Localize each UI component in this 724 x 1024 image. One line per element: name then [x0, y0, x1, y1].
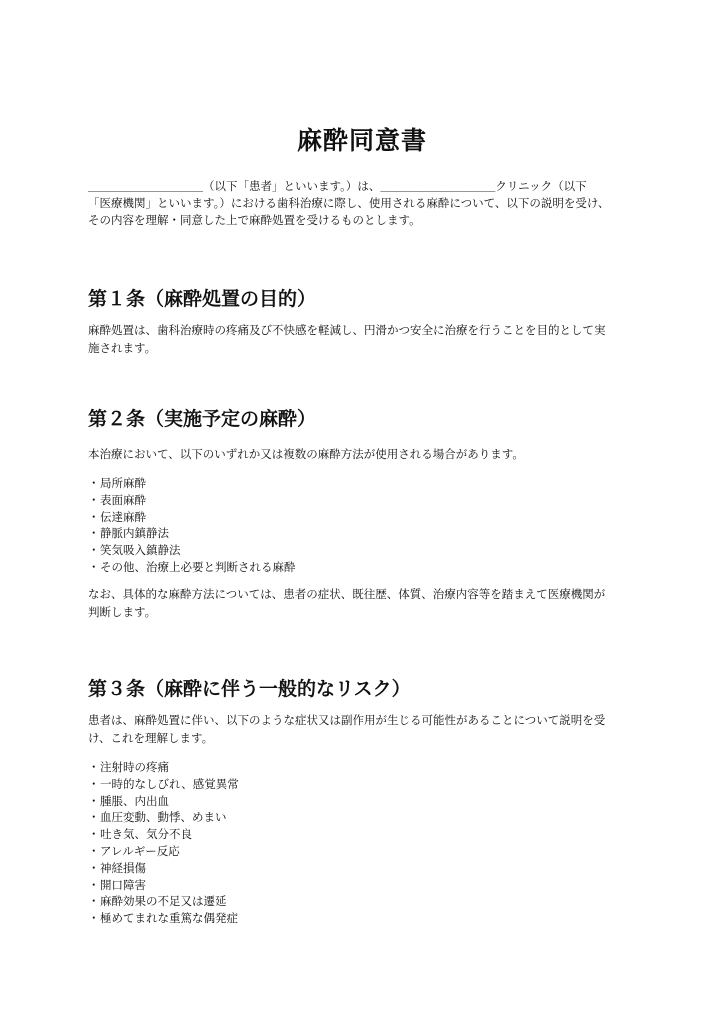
list-item-label: 注射時の疼痛 — [100, 760, 169, 774]
article-1-body — [88, 321, 648, 357]
bullet: ・ — [88, 860, 100, 875]
list-item-label: その他、治療上必要と判断される麻酔 — [100, 559, 296, 574]
article-3-body — [88, 711, 648, 747]
article-2-heading: 第２条（実施予定の麻酔） — [88, 408, 317, 430]
bullet: ・ — [88, 793, 100, 808]
intro-line: ＿＿＿＿＿＿＿＿＿＿（以下「患者」といいます。）は、＿＿＿＿＿＿＿＿＿＿クリニック（以下 — [88, 179, 587, 193]
list-item — [88, 542, 296, 559]
list-item — [88, 910, 239, 927]
list-item-label: 腫脹、内出血 — [100, 793, 169, 808]
bullet: ・ — [88, 509, 100, 524]
list-item — [88, 776, 239, 793]
list-item-label: 麻酔効果の不足又は遷延 — [100, 894, 227, 909]
list-item — [88, 809, 239, 826]
list-item — [88, 793, 239, 810]
bullet: ・ — [88, 760, 100, 774]
bullet: ・ — [88, 776, 100, 791]
intro-paragraph — [88, 178, 648, 229]
list-item — [88, 759, 239, 776]
article-1-body-line: 施されます。 — [88, 341, 157, 355]
list-item — [88, 492, 296, 509]
bullet: ・ — [88, 877, 100, 892]
list-item-label: 伝達麻酔 — [100, 509, 146, 524]
list-item-label: 血圧変動、動悸、めまい — [100, 810, 227, 825]
list-item — [88, 860, 239, 877]
list-item-label: アレルギー反応 — [100, 843, 180, 858]
article-1-heading: 第１条（麻酔処置の目的） — [88, 288, 317, 310]
list-item-label: 笑気吸入鎮静法 — [100, 543, 181, 558]
bullet: ・ — [88, 476, 100, 490]
bullet: ・ — [88, 543, 100, 558]
document-title: 麻酔同意書 — [296, 125, 427, 155]
list-item — [88, 559, 296, 576]
intro-line: その内容を理解・同意した上で麻酔処置を受けるものとします。 — [88, 213, 421, 227]
bullet: ・ — [88, 827, 100, 842]
anesthesia-risk-list — [88, 759, 239, 927]
list-item — [88, 843, 239, 860]
list-item — [88, 475, 296, 492]
anesthesia-method-list — [88, 475, 296, 576]
list-item-label: 一時的なしびれ、感覚異常 — [100, 776, 239, 791]
list-item-label: 局所麻酔 — [100, 476, 146, 490]
bullet: ・ — [88, 492, 100, 507]
bullet: ・ — [88, 810, 100, 825]
list-item — [88, 509, 296, 526]
list-item-label: 吐き気、気分不良 — [100, 827, 192, 842]
bullet: ・ — [88, 526, 100, 541]
list-item-label: 開口障害 — [100, 877, 146, 892]
article-3-body-line: 患者は、麻酔処置に伴い、以下のような症状又は副作用が生じる可能性があることについて説明を受 — [88, 713, 606, 727]
article-2-body — [88, 445, 648, 463]
bullet: ・ — [88, 559, 100, 574]
bullet: ・ — [88, 911, 100, 926]
bullet: ・ — [88, 894, 100, 909]
list-item — [88, 525, 296, 542]
article-2-body-line: 本治療において、以下のいずれか又は複数の麻酔方法が使用される場合があります。 — [88, 447, 524, 461]
intro-line: 「医療機関」といいます。）における歯科治療に際し、使用される麻酔について、以下の説明を受け、 — [88, 196, 610, 210]
article-2-note-line: 判断します。 — [88, 605, 157, 619]
list-item — [88, 877, 239, 894]
article-1-body-line: 麻酔処置は、歯科治療時の疼痛及び不快感を軽減し、円滑かつ安全に治療を行うことを目的として実 — [88, 323, 606, 337]
list-item — [88, 826, 239, 843]
list-item-label: 極めてまれな重篤な偶発症 — [100, 911, 238, 926]
article-2-note-line: なお、具体的な麻酔方法については、患者の症状、既往歴、体質、治療内容等を踏まえて医療機関が — [88, 587, 606, 601]
list-item-label: 神経損傷 — [100, 860, 146, 875]
list-item-label: 静脈内鎮静法 — [100, 526, 169, 541]
bullet: ・ — [88, 843, 100, 858]
list-item-label: 表面麻酔 — [100, 492, 146, 507]
list-item — [88, 893, 239, 910]
article-3-body-line: け、これを理解します。 — [88, 731, 214, 745]
article-3-heading: 第３条（麻酔に伴う一般的なリスク） — [88, 678, 411, 700]
article-2-note — [88, 585, 648, 621]
